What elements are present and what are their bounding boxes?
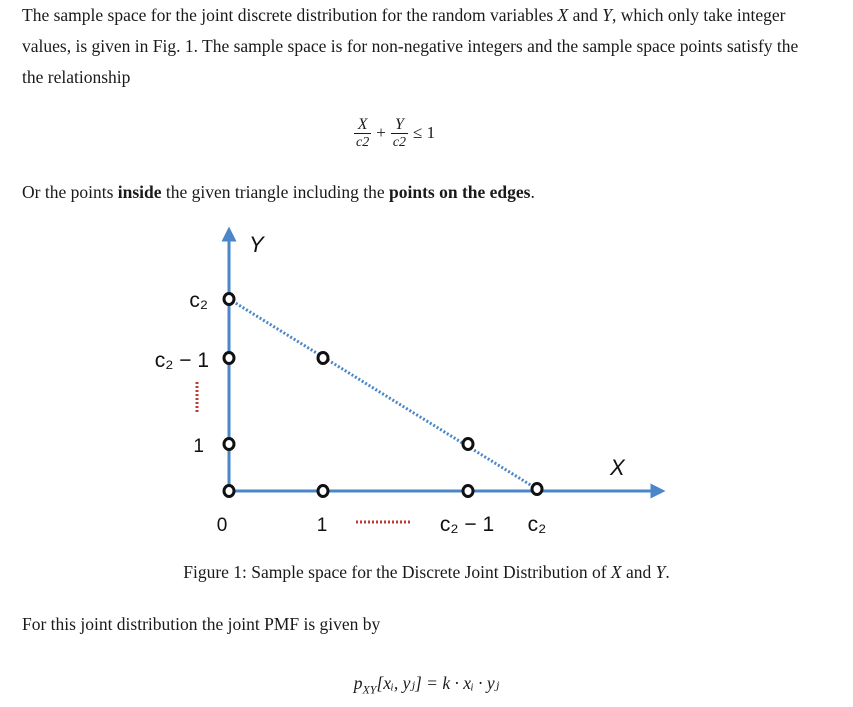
pmf-args: [xᵢ, yⱼ] [376, 673, 422, 693]
point-c2-minus-1-1 [463, 439, 473, 450]
point-0-0 [224, 486, 234, 497]
intro-text-1: The sample space for the joint discrete distribution for the random variables [22, 5, 558, 25]
point-0-c2 [224, 294, 234, 305]
inside-paragraph [22, 177, 822, 208]
caption-mid: and [621, 562, 656, 582]
triangle-hypotenuse [229, 299, 537, 489]
pmf-lhs: p [353, 673, 363, 693]
point-c2-minus-1-0 [463, 486, 473, 497]
point-c2-0 [532, 484, 542, 495]
y-tick-1: 1 [193, 436, 204, 457]
x-tick-0: 0 [216, 515, 228, 536]
x-tick-c2-minus-1: c₂ − 1 [439, 513, 495, 536]
point-0-1 [224, 439, 234, 450]
fraction-y-over-c2 [391, 116, 408, 151]
plus-sign: + [376, 123, 386, 142]
point-0-c2-minus-1 [224, 353, 234, 364]
y-tick-c2-minus-1: c₂ − 1 [154, 349, 209, 372]
sample-space-figure [140, 220, 670, 538]
y-tick-c2: c₂ [189, 289, 208, 312]
caption-var-y: Y [655, 562, 666, 582]
pmf-intro-paragraph [22, 609, 822, 640]
x-tick-1: 1 [316, 515, 328, 536]
inside-text-2: the given triangle including the [161, 182, 389, 202]
fraction-numerator-x: X [357, 115, 368, 133]
inside-bold-edges: points on the edges [389, 182, 531, 202]
inequality-rhs: ≤ 1 [413, 123, 436, 142]
intro-var-y: Y [602, 5, 612, 25]
caption-prefix: Figure 1: Sample space for the Discrete Joint Distribution of [183, 562, 611, 582]
inside-text-3: . [530, 182, 535, 202]
figure-caption [0, 557, 853, 587]
point-1-0 [318, 486, 328, 497]
inequality [352, 108, 438, 158]
x-axis-label: X [610, 455, 625, 480]
fraction-denominator-c2-second: c2 [392, 134, 407, 150]
caption-suffix: . [665, 562, 670, 582]
intro-text-3: , which only take integer values, is given in Fig. 1. The sample space is for non-negative integers and the sample space points satisfy the the relationship [22, 5, 799, 87]
sample-space-diagram [140, 220, 670, 538]
fraction-x-over-c2 [354, 116, 371, 151]
pmf-lhs-subscript: XY [362, 682, 377, 697]
y-axis-label: Y [249, 232, 264, 257]
intro-paragraph [22, 0, 822, 93]
x-tick-c2: c₂ [527, 513, 547, 536]
fraction-numerator-y: Y [394, 115, 404, 133]
fraction-denominator-c2: c2 [356, 134, 370, 150]
inside-bold-inside: inside [117, 182, 162, 202]
inside-text-1: Or the points [22, 182, 118, 202]
intro-text-2: and [568, 5, 603, 25]
pmf-intro-text: For this joint distribution the joint PMF is given by [22, 614, 381, 634]
pmf-rhs: = k · xᵢ · yⱼ [421, 673, 500, 693]
intro-var-x: X [557, 5, 569, 25]
caption-var-x: X [610, 562, 622, 582]
pmf-equation [0, 668, 853, 705]
point-1-c2-minus-1 [318, 353, 328, 364]
